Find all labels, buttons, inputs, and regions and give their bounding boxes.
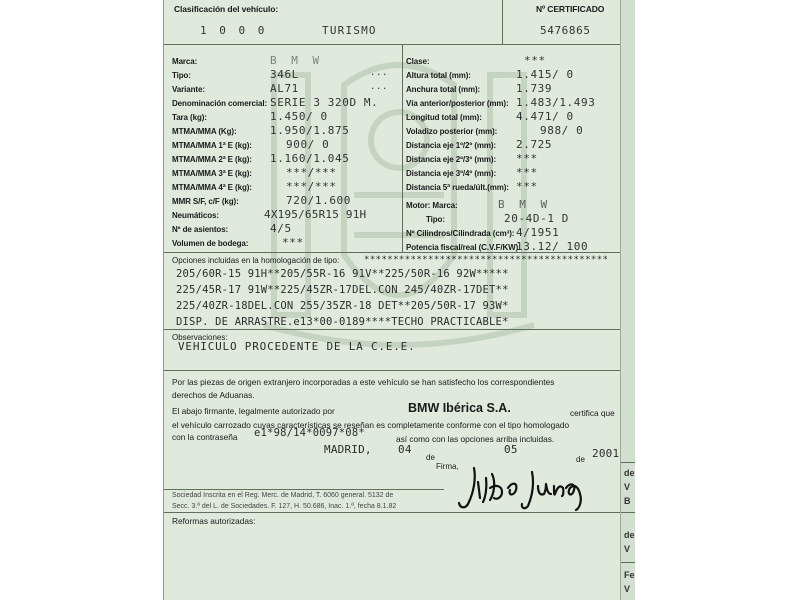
field-value: *** [516, 166, 538, 179]
field-value: AL71 [270, 82, 299, 95]
customs-line-2: derechos de Aduanas. [172, 390, 255, 400]
field-label: Nº de asientos: [172, 225, 229, 234]
de-label: de [426, 453, 435, 462]
field-value: 2.725 [516, 138, 553, 151]
field-label: Marca: [172, 57, 198, 66]
company-name: BMW Ibérica S.A. [408, 401, 511, 415]
field-value: *** [282, 236, 304, 249]
field-label: Anchura total (mm): [406, 85, 481, 94]
strip-letter: Fe [624, 570, 635, 580]
field-label: MMR S/F, c/F (kg): [172, 197, 239, 206]
observaciones-label: Observaciones: [172, 333, 228, 342]
field-label: Tipo: [172, 71, 191, 80]
firma-label: Firma, [436, 462, 459, 471]
header-divider [502, 0, 503, 44]
rule [164, 44, 634, 45]
strip-letter: B [624, 496, 631, 506]
field-label: Altura total (mm): [406, 71, 471, 80]
customs-line-5: así como con las opciones arriba incluidas. [396, 434, 555, 444]
field-value: 988/ 0 [540, 124, 584, 137]
field-label: Potencia fiscal/real (C.V.F/KW): [406, 243, 521, 252]
field-label: MTMA/MMA 2ª E (kg): [172, 155, 252, 164]
field-label: Distancia 5ª rueda/últ.(mm): [406, 183, 509, 192]
field-label: Distancia eje 2º/3º (mm): [406, 155, 497, 164]
field-value: B M W [498, 198, 552, 211]
year: 2001 [592, 447, 620, 460]
clasificacion-label: Clasificación del vehículo: [174, 4, 279, 14]
rule [621, 562, 635, 563]
dots: ... [370, 68, 389, 78]
customs-line-4: el vehículo carrozado cuyas características se reseñan es completamente conforme con el tipo homologado [172, 420, 570, 430]
options-stars: ****************************************** [364, 255, 609, 265]
field-value: 1.483/1.493 [516, 96, 596, 109]
rule [164, 252, 634, 253]
vehicle-certificate [163, 0, 634, 600]
field-value: 20-4D-1 D [504, 212, 570, 225]
reformas-label: Reformas autorizadas: [172, 516, 256, 526]
field-value: 4/5 [270, 222, 292, 235]
registry-line-1: Sociedad Inscrita en el Reg. Merc. de Madrid, T. 6060 general. 5132 de [172, 492, 394, 499]
field-label: Voladizo posterior (mm): [406, 127, 498, 136]
field-value: 1.160/1.045 [270, 152, 350, 165]
strip-letter: de [624, 468, 635, 478]
field-label: Denominación comercial: [172, 99, 268, 108]
strip-letter: V [624, 584, 631, 594]
clasificacion-code: 1 0 0 0 [200, 24, 268, 37]
adjacent-page-strip [620, 0, 635, 600]
field-value: SERIE 3 320D M. [270, 96, 379, 109]
strip-letter: de [624, 530, 635, 540]
strip-letter: V [624, 544, 631, 554]
field-label: Volumen de bodega: [172, 239, 249, 248]
field-value: 1.950/1.875 [270, 124, 350, 137]
rule [164, 329, 634, 330]
field-label: Neumáticos: [172, 211, 219, 220]
day: 04 [398, 443, 412, 456]
field-value: 13.12/ 100 [516, 240, 589, 253]
option-line: DISP. DE ARRASTRE.e13*00-0189****TECHO PRACTICABLE* [176, 316, 509, 328]
firmante-prefix: El abajo firmante, legalmente autorizado por [172, 406, 335, 416]
field-label: MTMA/MMA 4ª E (kg): [172, 183, 252, 192]
field-value: ***/*** [286, 180, 337, 193]
contrasena-value: e1*98/14*0097*08* [254, 427, 365, 439]
spec-divider [402, 44, 403, 252]
field-label: Tara (kg): [172, 113, 207, 122]
clasificacion-value: TURISMO [322, 24, 377, 37]
dots: ... [370, 82, 389, 92]
option-line: 205/60R-15 91H**205/55R-16 91V**225/50R-16 92W***** [176, 268, 509, 280]
firmante-suffix: certifica que [570, 408, 615, 418]
field-label: Tipo: [426, 215, 445, 224]
field-label: Longitud total (mm): [406, 113, 482, 122]
field-value: 720/1.600 [286, 194, 352, 207]
rule [621, 462, 635, 463]
registry-line-2: Secc. 3.ª del L. de Sociedades. F. 127, H. 50.686, Inac. 1.ª, fecha 8.1.82 [172, 503, 397, 510]
field-value: *** [516, 152, 538, 165]
handwritten-signature [456, 464, 606, 512]
strip-letter: V [624, 482, 631, 492]
field-label: Vía anterior/posterior (mm): [406, 99, 509, 108]
certificado-label: Nº CERTIFICADO [536, 4, 605, 14]
field-value: 1.450/ 0 [270, 110, 328, 123]
field-value: B M W [270, 54, 324, 67]
observaciones-text: VEHICULO PROCEDENTE DE LA C.E.E. [178, 340, 416, 353]
options-label: Opciones incluidas en la homologación de tipo: [172, 256, 340, 265]
field-label: Motor: Marca: [406, 201, 458, 210]
field-label: MTMA/MMA 1ª E (kg): [172, 141, 252, 150]
rule [164, 512, 634, 513]
field-label: MTMA/MMA 3ª E (kg): [172, 169, 252, 178]
de-label: de [576, 455, 585, 464]
field-label: Clase: [406, 57, 430, 66]
field-value: 346L [270, 68, 299, 81]
option-line: 225/45R-17 91W**225/45ZR-17DEL.CON 245/40ZR-17DET** [176, 284, 509, 296]
field-value: 1.739 [516, 82, 553, 95]
field-value: 1.415/ 0 [516, 68, 574, 81]
contrasena-label: con la contraseña [172, 432, 238, 442]
field-label: Variante: [172, 85, 205, 94]
rule [164, 489, 444, 490]
customs-line-1: Por las piezas de origen extranjero incorporadas a este vehículo se han satisfecho los correspondientes [172, 377, 555, 387]
field-label: Distancia eje 3º/4º (mm): [406, 169, 497, 178]
field-value: 4.471/ 0 [516, 110, 574, 123]
field-label: Nº Cilindros/Cilindrada (cm³): [406, 229, 515, 238]
rule [621, 512, 635, 513]
month: 05 [504, 443, 518, 456]
field-value: 4/1951 [516, 226, 560, 239]
field-value: 4X195/65R15 91H [264, 208, 367, 221]
field-value: *** [524, 54, 546, 67]
field-label: MTMA/MMA (Kg): [172, 127, 237, 136]
certificado-value: 5476865 [540, 24, 591, 37]
field-value: ***/*** [286, 166, 337, 179]
field-value: *** [516, 180, 538, 193]
place: MADRID, [324, 443, 372, 456]
field-value: 900/ 0 [286, 138, 330, 151]
field-label: Distancia eje 1º/2º (mm): [406, 141, 497, 150]
rule [164, 370, 634, 371]
option-line: 225/40ZR-18DEL.CON 255/35ZR-18 DET**205/50R-17 93W* [176, 300, 509, 312]
